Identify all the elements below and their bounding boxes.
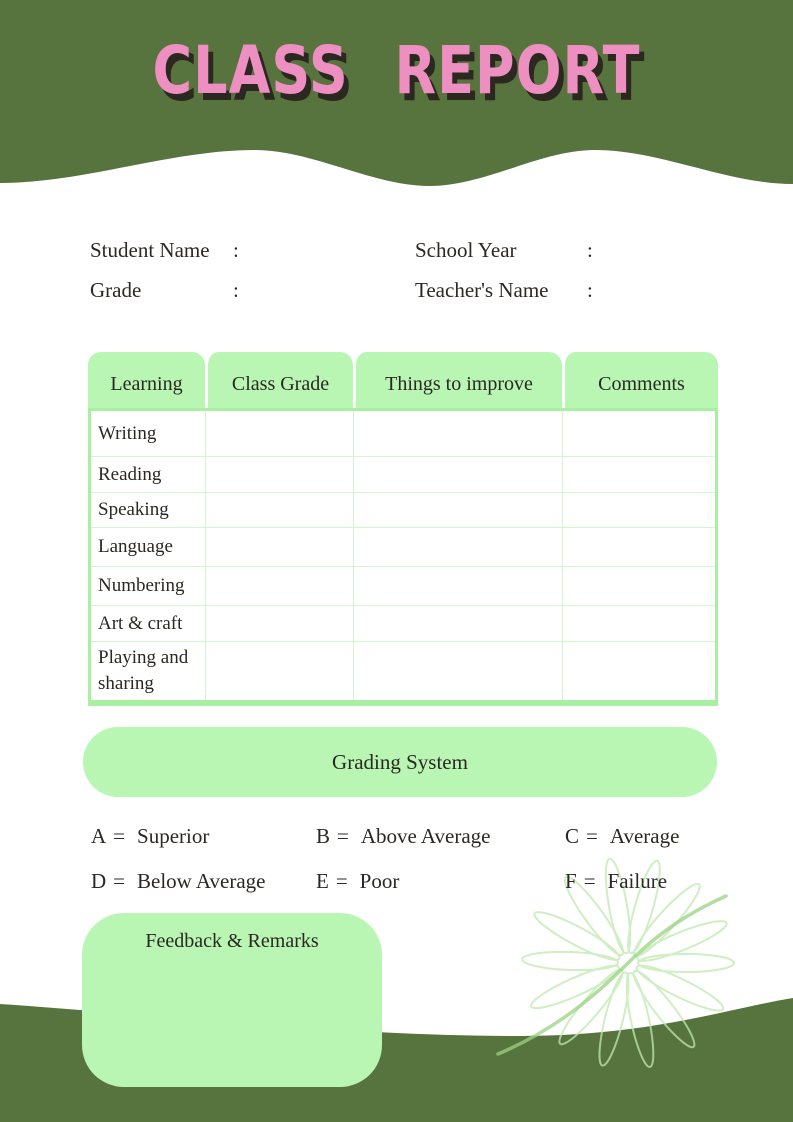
class-grade-cell[interactable]	[205, 493, 353, 527]
table-header-learning: Learning	[88, 352, 205, 408]
feedback-title: Feedback & Remarks	[145, 930, 319, 952]
row-label: Reading	[98, 463, 162, 485]
grade-meaning: Poor	[359, 869, 400, 893]
grade-value[interactable]	[239, 278, 329, 303]
grade-entry-c	[565, 824, 679, 849]
grade-meaning: Below Average	[137, 869, 266, 893]
student-name-value[interactable]	[239, 238, 329, 263]
school-year-label: School Year	[415, 238, 517, 262]
row-label: Speaking	[98, 499, 169, 521]
equals-sign: =	[335, 869, 348, 893]
things-to-improve-cell[interactable]	[353, 567, 562, 605]
grade-meaning: Above Average	[360, 824, 491, 848]
grade-meaning: Failure	[607, 869, 668, 893]
grade-entry-a	[91, 824, 209, 849]
student-name-label: Student Name	[90, 238, 210, 262]
comments-cell[interactable]	[562, 528, 712, 566]
comments-cell[interactable]	[562, 642, 712, 700]
equals-sign: =	[337, 824, 349, 848]
table-row	[91, 605, 715, 641]
grade-letter: C	[565, 824, 580, 848]
things-to-improve-cell[interactable]	[353, 642, 562, 700]
grade-entry-b	[316, 824, 491, 849]
grade-entry-e	[316, 869, 399, 894]
grade-entry-d	[91, 869, 266, 894]
equals-sign: =	[586, 824, 598, 848]
comments-cell[interactable]	[562, 606, 712, 641]
class-grade-cell[interactable]	[205, 567, 353, 605]
things-to-improve-cell[interactable]	[353, 411, 562, 456]
class-grade-cell[interactable]	[205, 606, 353, 641]
colon: :	[233, 238, 239, 262]
table-row	[91, 456, 715, 492]
row-label: Language	[98, 536, 173, 558]
class-grade-cell[interactable]	[205, 642, 353, 700]
class-grade-cell[interactable]	[205, 457, 353, 492]
grading-system-title: Grading System	[332, 749, 468, 774]
table-row	[91, 527, 715, 566]
grade-letter: B	[316, 824, 331, 848]
grade-label: Grade	[90, 278, 142, 302]
things-to-improve-cell[interactable]	[353, 528, 562, 566]
comments-cell[interactable]	[562, 411, 712, 456]
row-label: Playing and sharing	[98, 647, 189, 694]
things-to-improve-cell[interactable]	[353, 606, 562, 641]
table-header-comments: Comments	[562, 352, 718, 408]
grade-letter: F	[565, 869, 577, 893]
grade-meaning: Average	[609, 824, 680, 848]
grade-entry-f	[565, 869, 667, 894]
school-year-field	[415, 238, 683, 263]
class-grade-cell[interactable]	[205, 411, 353, 456]
row-label: Numbering	[98, 575, 185, 597]
table-header-class-grade: Class Grade	[205, 352, 353, 408]
table-row	[91, 411, 715, 456]
table-row	[91, 492, 715, 527]
things-to-improve-cell[interactable]	[353, 493, 562, 527]
feedback-box	[82, 913, 382, 1087]
class-grade-cell[interactable]	[205, 528, 353, 566]
table-header-things-to-improve: Things to improve	[353, 352, 562, 408]
teacher-name-label: Teacher's Name	[415, 278, 549, 302]
colon: :	[587, 278, 593, 302]
comments-cell[interactable]	[562, 567, 712, 605]
grade-meaning: Superior	[137, 824, 210, 848]
comments-cell[interactable]	[562, 457, 712, 492]
grade-letter: D	[91, 869, 107, 893]
table-body	[88, 408, 718, 706]
grade-field	[90, 278, 329, 303]
table-row	[91, 641, 715, 700]
teacher-name-value[interactable]	[593, 278, 683, 303]
teacher-name-field	[415, 278, 683, 303]
table-header-row	[88, 352, 718, 408]
equals-sign: =	[113, 824, 126, 848]
row-label: Art & craft	[98, 612, 183, 634]
comments-cell[interactable]	[562, 493, 712, 527]
equals-sign: =	[583, 869, 596, 893]
equals-sign: =	[113, 869, 126, 893]
student-name-field	[90, 238, 329, 263]
table-row	[91, 566, 715, 605]
page-title: CLASS REPORT	[152, 31, 641, 109]
grade-letter: E	[316, 869, 329, 893]
things-to-improve-cell[interactable]	[353, 457, 562, 492]
report-table	[88, 352, 718, 706]
colon: :	[233, 278, 239, 302]
grade-letter: A	[91, 824, 107, 848]
school-year-value[interactable]	[593, 238, 683, 263]
grading-system-banner	[83, 727, 717, 797]
colon: :	[587, 238, 593, 262]
row-label: Writing	[98, 422, 157, 444]
